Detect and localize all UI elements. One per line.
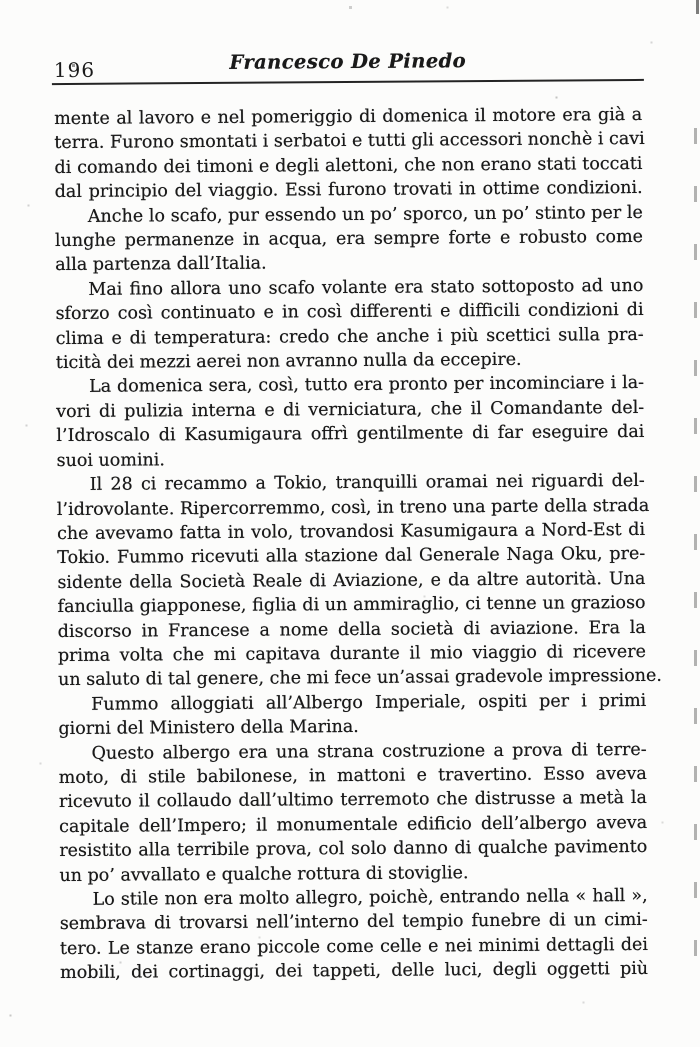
text-line: Il 28 ci recammo a Tokio, tranquilli oramai nei riguardi del-: [89, 471, 645, 495]
paragraph: [58, 689, 646, 742]
text-line: Questo albergo era una strana costruzione a prova di terre-: [91, 739, 647, 764]
text-line: l’Idroscalo di Kasumigaura offrì gentilmente di far eseguire dai: [56, 422, 645, 447]
scan-speckles: [0, 0, 1, 1]
text-line: vori di pulizia interna e di verniciatura, che il Comandante del-: [56, 397, 645, 422]
text-line: capitale dell’Impero; il monumentale edificio dell’albergo aveva: [59, 812, 648, 837]
paragraph: [60, 884, 649, 986]
scan-edge-top-artifact: [696, 0, 699, 14]
text-line: l’idrovolante. Ripercorremmo, così, in treno una parte della strada: [56, 495, 650, 520]
text-line: moto, di stile babilonese, in mattoni e travertino. Esso aveva: [58, 763, 647, 789]
paragraph: [59, 737, 648, 888]
text-line: giorni del Ministero della Marina.: [58, 717, 359, 740]
text-line: tero. Le stanze erano piccole come celle e nei minimi dettagli dei: [59, 934, 649, 959]
text-line: un po’ avvallato e qualche rottura di stoviglie.: [59, 862, 469, 886]
page-header: [54, 46, 642, 90]
text-line: mobili, dei cortinaggi, dei tappeti, delle luci, degli oggetti più: [60, 959, 649, 984]
text-line: Mai fino allora uno scafo volante era stato sottoposto ad uno: [88, 275, 644, 300]
text-line: sembrava di trovarsi nell’interno del tempio funebre di un cimi-: [59, 910, 648, 935]
text-line: prima volta che mi capitava durante il mio viaggio di ricevere: [57, 641, 646, 666]
page-number: 196: [53, 57, 96, 83]
text-line: sidente della Società Reale di Aviazione, e da altre autorità. Una: [57, 568, 646, 593]
text-line: alla partenza dall’Italia.: [55, 254, 267, 276]
text-line: Tokio. Fummo ricevuti alla stazione dal Generale Naga Oku, pre-: [57, 544, 646, 569]
text-line: di comando dei timoni e degli alettoni, che non erano stati toccati: [54, 153, 643, 178]
scan-edge-artifact: [694, 128, 697, 998]
text-line: Fummo alloggiati all’Albergo Imperiale, ospiti per i primi: [91, 690, 647, 715]
text-line: che avevamo fatta in volo, trovandosi Kasumigaura a Nord-Est di: [56, 519, 646, 544]
running-header: Francesco De Pinedo: [229, 49, 467, 74]
text-line: resistito alla terribile prova, col solo danno di qualche pavimento: [59, 837, 648, 862]
text-line: un saluto di tal genere, che mi fece un’assai gradevole impressione.: [58, 666, 662, 691]
paragraph: [56, 469, 662, 693]
text-line: La domenica sera, così, tutto era pronto per incominciare i la-: [88, 373, 645, 398]
text-line: discorso in Francese a nome della società di aviazione. Era la: [57, 617, 646, 642]
text-line: lunghe permanenze in acqua, era sempre forte e robusto come: [54, 226, 644, 252]
paragraph: [56, 371, 645, 473]
page-body: [54, 103, 662, 986]
paragraph: [54, 103, 643, 205]
text-line: ricevuto il collaudo dall’ultimo terremoto che distrusse a metà la: [58, 788, 647, 813]
text-line: dal principio del viaggio. Essi furono trovati in ottime condizioni.: [54, 178, 643, 203]
text-line: terra. Furono smontati i serbatoi e tutti gli accessori nonchè i cavi: [54, 129, 645, 154]
text-line: sforzo così continuato e in così differenti e difficili condizioni di: [55, 300, 644, 325]
paragraph: [55, 274, 644, 376]
text-line: Lo stile non era molto allegro, poichè, entrando nella « hall »,: [92, 885, 648, 910]
header-rule: [52, 79, 644, 85]
text-line: mente al lavoro e nel pomeriggio di domenica il motore era già a: [54, 104, 643, 130]
text-line: suoi uomini.: [56, 449, 166, 471]
text-line: ticità dei mezzi aerei non avranno nulla da eccepire.: [55, 349, 522, 374]
text-line: Anche lo scafo, pur essendo un po’ sporco, un po’ stinto per le: [87, 202, 643, 227]
text-line: fanciulla giapponese, figlia di un ammiraglio, ci tenne un grazioso: [57, 593, 646, 618]
text-line: clima e di temperatura: credo che anche i più scettici sulla pra-: [55, 324, 644, 349]
paragraph: [55, 201, 643, 278]
